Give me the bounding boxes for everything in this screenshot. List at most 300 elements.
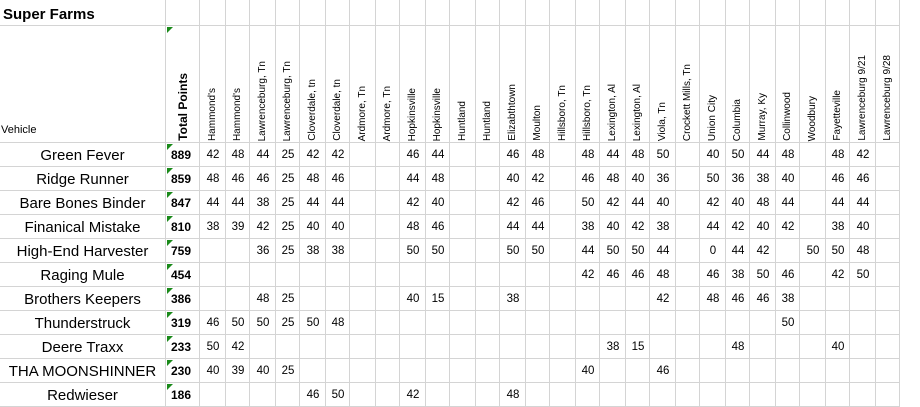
grid-cell[interactable] [450,0,476,26]
vehicle-name: Green Fever [40,147,125,164]
grid-cell[interactable] [476,0,500,26]
total-points-value: 230 [171,364,192,378]
grid-cell[interactable] [476,287,500,311]
grid-cell[interactable] [300,287,326,311]
grid-cell[interactable] [750,0,776,26]
grid-cell[interactable] [276,0,300,26]
location-column-header [300,28,326,141]
grid-cell[interactable] [800,359,826,383]
grid-cell[interactable] [626,359,650,383]
grid-cell[interactable] [476,191,500,215]
score-cell: 48 [856,245,870,257]
grid-cell[interactable] [576,311,600,335]
score-cell: 44 [331,197,345,209]
grid-cell[interactable] [350,287,376,311]
grid-cell[interactable] [350,263,376,287]
grid-cell[interactable] [876,0,900,26]
location-label: Woodbury [807,95,818,141]
grid-cell[interactable] [450,359,476,383]
grid-cell[interactable] [326,335,350,359]
score-cell: 38 [756,173,770,185]
grid-cell[interactable] [476,359,500,383]
grid-cell[interactable] [200,287,226,311]
grid-cell[interactable] [526,359,550,383]
grid-cell[interactable] [526,335,550,359]
location-label: Lawrenceburg 9/21 [857,55,868,141]
grid-cell[interactable] [476,215,500,239]
grid-cell[interactable] [500,335,526,359]
grid-cell[interactable] [426,359,450,383]
grid-cell[interactable] [850,383,876,407]
grid-cell[interactable] [826,0,850,26]
grid-cell[interactable] [450,167,476,191]
score-cell: 44 [856,197,870,209]
score-cell: 48 [731,341,745,353]
grid-cell[interactable] [776,335,800,359]
score-cell: 40 [706,149,720,161]
grid-cell[interactable] [850,335,876,359]
location-label: Elizabthtown [507,84,518,141]
grid-cell[interactable] [250,263,276,287]
location-label: Lawrenceburg 9/28 [882,55,893,141]
score-cell: 42 [581,269,595,281]
score-cell: 50 [506,245,520,257]
grid-cell[interactable] [876,143,900,167]
score-cell: 44 [531,221,545,233]
grid-cell[interactable] [476,263,500,287]
grid-cell[interactable] [876,239,900,263]
grid-cell[interactable] [676,0,700,26]
grid-cell[interactable] [550,311,576,335]
grid-cell[interactable] [326,287,350,311]
grid-cell[interactable] [876,311,900,335]
grid-cell[interactable] [600,287,626,311]
grid-cell[interactable] [850,287,876,311]
grid-cell[interactable] [376,143,400,167]
location-column-header [200,28,226,141]
grid-cell[interactable] [800,311,826,335]
grid-cell[interactable] [400,263,426,287]
score-cell: 48 [206,173,220,185]
score-cell: 25 [281,365,295,377]
grid-cell[interactable] [350,239,376,263]
grid-cell[interactable] [500,263,526,287]
grid-cell[interactable] [750,359,776,383]
grid-cell[interactable] [350,215,376,239]
grid-cell[interactable] [400,335,426,359]
grid-cell[interactable] [376,287,400,311]
score-cell: 42 [206,149,220,161]
location-label: Fayetteville [832,90,843,141]
score-cell: 36 [731,173,745,185]
score-cell: 50 [731,149,745,161]
grid-cell[interactable] [426,311,450,335]
grid-cell[interactable] [650,335,676,359]
grid-cell[interactable] [200,383,226,407]
location-column-header [476,28,500,141]
location-label: Ardmore, Tn [382,85,393,141]
grid-cell[interactable] [776,0,800,26]
grid-cell[interactable] [350,191,376,215]
grid-cell[interactable] [550,359,576,383]
vehicle-name: Thunderstruck [34,315,131,332]
score-cell: 48 [506,389,520,401]
grid-cell[interactable] [526,383,550,407]
grid-cell[interactable] [376,311,400,335]
location-column-header [526,28,550,141]
grid-cell[interactable] [800,191,826,215]
grid-cell[interactable] [526,0,550,26]
grid-cell[interactable] [876,287,900,311]
grid-cell[interactable] [826,359,850,383]
grid-cell[interactable] [800,287,826,311]
grid-cell[interactable] [200,0,226,26]
grid-cell[interactable] [850,359,876,383]
location-label: Huntland [482,100,493,141]
grid-cell[interactable] [450,215,476,239]
grid-cell[interactable] [750,311,776,335]
grid-cell[interactable] [800,263,826,287]
grid-cell[interactable] [726,0,750,26]
grid-cell[interactable] [350,0,376,26]
grid-cell[interactable] [600,383,626,407]
grid-cell[interactable] [726,311,750,335]
score-cell: 38 [306,245,320,257]
grid-cell[interactable] [226,0,250,26]
grid-cell[interactable] [300,263,326,287]
grid-cell[interactable] [450,143,476,167]
formula-indicator-icon [167,216,173,222]
grid-cell[interactable] [226,239,250,263]
grid-cell[interactable] [676,287,700,311]
grid-cell[interactable] [676,167,700,191]
vehicle-name: Deere Traxx [41,339,124,356]
grid-cell[interactable] [626,311,650,335]
location-column-header [550,28,576,141]
grid-cell[interactable] [426,335,450,359]
score-cell: 36 [256,245,270,257]
grid-cell[interactable] [200,263,226,287]
score-cell: 40 [581,365,595,377]
location-column-header [426,28,450,141]
grid-cell[interactable] [676,191,700,215]
grid-cell[interactable] [550,287,576,311]
total-points-value: 186 [171,388,192,402]
grid-cell[interactable] [500,359,526,383]
grid-cell[interactable] [376,383,400,407]
grid-cell[interactable] [526,263,550,287]
grid-cell[interactable] [700,0,726,26]
total-points-value: 386 [171,292,192,306]
location-label: Hammond's [207,87,218,141]
grid-cell[interactable] [700,383,726,407]
location-label: Hillsboro, Tn [582,85,593,141]
score-cell: 50 [306,317,320,329]
grid-cell[interactable] [500,311,526,335]
score-cell: 40 [256,365,270,377]
grid-cell[interactable] [676,143,700,167]
grid-cell[interactable] [776,359,800,383]
grid-cell[interactable] [450,287,476,311]
score-cell: 38 [206,221,220,233]
score-cell: 40 [606,221,620,233]
location-column-header [750,28,776,141]
grid-cell[interactable] [676,215,700,239]
score-cell: 38 [656,221,670,233]
grid-cell[interactable] [550,383,576,407]
grid-cell[interactable] [600,311,626,335]
grid-cell[interactable] [876,383,900,407]
score-cell: 25 [281,317,295,329]
grid-cell[interactable] [476,143,500,167]
grid-cell[interactable] [450,191,476,215]
grid-cell[interactable] [800,167,826,191]
grid-cell[interactable] [550,239,576,263]
score-cell: 50 [706,173,720,185]
grid-cell[interactable] [776,239,800,263]
grid-cell[interactable] [700,335,726,359]
grid-cell[interactable] [0,0,166,26]
grid-cell[interactable] [500,0,526,26]
formula-indicator-icon [167,240,173,246]
grid-cell[interactable] [650,383,676,407]
grid-cell[interactable] [550,191,576,215]
grid-cell[interactable] [226,383,250,407]
grid-cell[interactable] [350,383,376,407]
grid-cell[interactable] [800,335,826,359]
grid-cell[interactable] [276,263,300,287]
grid-cell[interactable] [226,263,250,287]
grid-cell[interactable] [726,383,750,407]
score-cell: 46 [781,269,795,281]
grid-cell[interactable] [376,239,400,263]
grid-cell[interactable] [776,383,800,407]
grid-cell[interactable] [750,383,776,407]
grid-cell[interactable] [376,263,400,287]
score-cell: 48 [406,221,420,233]
score-cell: 50 [806,245,820,257]
score-cell: 38 [506,293,520,305]
total-points-value: 454 [171,268,192,282]
grid-cell[interactable] [350,167,376,191]
grid-cell[interactable] [350,335,376,359]
grid-cell[interactable] [400,311,426,335]
grid-cell[interactable] [550,167,576,191]
grid-cell[interactable] [0,26,166,143]
grid-cell[interactable] [800,383,826,407]
grid-cell[interactable] [876,215,900,239]
grid-cell[interactable] [876,263,900,287]
formula-indicator-icon [167,264,173,270]
grid-cell[interactable] [300,335,326,359]
grid-cell[interactable] [600,0,626,26]
grid-cell[interactable] [600,359,626,383]
grid-cell[interactable] [450,383,476,407]
grid-cell[interactable] [700,359,726,383]
grid-cell[interactable] [650,311,676,335]
score-cell: 40 [631,173,645,185]
grid-cell[interactable] [450,263,476,287]
grid-cell[interactable] [676,239,700,263]
location-column-header [650,28,676,141]
grid-cell[interactable] [876,191,900,215]
total-points-value: 889 [171,148,192,162]
grid-cell[interactable] [250,0,276,26]
grid-cell[interactable] [250,383,276,407]
grid-cell[interactable] [376,167,400,191]
grid-cell[interactable] [550,143,576,167]
score-cell: 46 [706,269,720,281]
grid-cell[interactable] [750,335,776,359]
score-cell: 44 [706,221,720,233]
sheet-title: Super Farms [3,6,95,23]
score-cell: 40 [206,365,220,377]
grid-cell[interactable] [826,287,850,311]
score-cell: 44 [631,197,645,209]
score-cell: 44 [206,197,220,209]
score-cell: 38 [581,221,595,233]
grid-cell[interactable] [550,215,576,239]
score-cell: 44 [656,245,670,257]
grid-cell[interactable] [376,359,400,383]
score-cell: 42 [256,221,270,233]
location-column-header [450,28,476,141]
location-label: Crockett Mills, Tn [682,63,693,141]
score-cell: 38 [731,269,745,281]
grid-cell[interactable] [376,335,400,359]
grid-cell[interactable] [250,335,276,359]
grid-cell[interactable] [876,167,900,191]
grid-cell[interactable] [476,239,500,263]
grid-cell[interactable] [476,167,500,191]
grid-cell[interactable] [276,383,300,407]
grid-cell[interactable] [376,0,400,26]
grid-cell[interactable] [800,0,826,26]
score-cell: 38 [781,293,795,305]
location-column-header [326,28,350,141]
score-cell: 25 [281,197,295,209]
grid-cell[interactable] [526,311,550,335]
grid-cell[interactable] [350,143,376,167]
score-cell: 42 [606,197,620,209]
grid-cell[interactable] [326,359,350,383]
location-label: Viola, Tn [657,101,668,141]
grid-cell[interactable] [826,311,850,335]
grid-cell[interactable] [326,263,350,287]
grid-cell[interactable] [526,287,550,311]
grid-cell[interactable] [426,383,450,407]
grid-cell[interactable] [450,335,476,359]
grid-cell[interactable] [550,0,576,26]
grid-cell[interactable] [400,0,426,26]
grid-cell[interactable] [166,0,200,26]
score-cell: 48 [606,173,620,185]
grid-cell[interactable] [226,287,250,311]
score-cell: 42 [731,221,745,233]
score-cell: 48 [331,317,345,329]
score-cell: 50 [781,317,795,329]
grid-cell[interactable] [400,359,426,383]
score-cell: 50 [631,245,645,257]
grid-cell[interactable] [300,0,326,26]
score-cell: 46 [231,173,245,185]
grid-cell[interactable] [476,383,500,407]
score-cell: 42 [781,221,795,233]
score-cell: 42 [631,221,645,233]
location-label: Hillsboro, Tn [557,85,568,141]
grid-cell[interactable] [676,335,700,359]
grid-cell[interactable] [426,263,450,287]
score-cell: 46 [756,293,770,305]
grid-cell[interactable] [476,311,500,335]
grid-cell[interactable] [626,0,650,26]
score-cell: 44 [506,221,520,233]
grid-cell[interactable] [376,215,400,239]
score-cell: 40 [731,197,745,209]
grid-cell[interactable] [850,311,876,335]
location-label: Lexington, Al [632,83,643,141]
score-cell: 44 [431,149,445,161]
grid-cell[interactable] [200,239,226,263]
grid-cell[interactable] [626,383,650,407]
location-label: Cloverdale, tn [307,79,318,141]
grid-cell[interactable] [276,335,300,359]
vehicle-name: Redwieser [47,387,118,404]
grid-cell[interactable] [676,359,700,383]
grid-cell[interactable] [800,215,826,239]
grid-cell[interactable] [450,239,476,263]
score-cell: 48 [631,149,645,161]
score-cell: 46 [256,173,270,185]
score-cell: 48 [756,197,770,209]
score-cell: 48 [831,149,845,161]
grid-cell[interactable] [426,0,450,26]
grid-cell[interactable] [326,0,350,26]
grid-cell[interactable] [650,0,676,26]
grid-cell[interactable] [450,311,476,335]
grid-cell[interactable] [350,359,376,383]
score-cell: 46 [856,173,870,185]
grid-cell[interactable] [876,359,900,383]
score-cell: 39 [231,365,245,377]
score-cell: 50 [431,245,445,257]
grid-cell[interactable] [376,191,400,215]
grid-cell[interactable] [576,0,600,26]
location-column-header [226,28,250,141]
grid-cell[interactable] [676,311,700,335]
grid-cell[interactable] [800,143,826,167]
score-cell: 25 [281,245,295,257]
grid-cell[interactable] [476,335,500,359]
grid-cell[interactable] [576,287,600,311]
grid-cell[interactable] [576,383,600,407]
grid-cell[interactable] [700,311,726,335]
grid-cell[interactable] [876,335,900,359]
grid-cell[interactable] [676,383,700,407]
grid-cell[interactable] [850,0,876,26]
grid-cell[interactable] [550,335,576,359]
grid-cell[interactable] [626,287,650,311]
grid-cell[interactable] [300,359,326,383]
score-cell: 0 [709,245,717,257]
grid-cell[interactable] [826,383,850,407]
grid-cell[interactable] [576,335,600,359]
grid-cell[interactable] [676,263,700,287]
score-cell: 46 [831,173,845,185]
grid-cell[interactable] [350,311,376,335]
grid-cell[interactable] [550,263,576,287]
grid-cell[interactable] [726,359,750,383]
